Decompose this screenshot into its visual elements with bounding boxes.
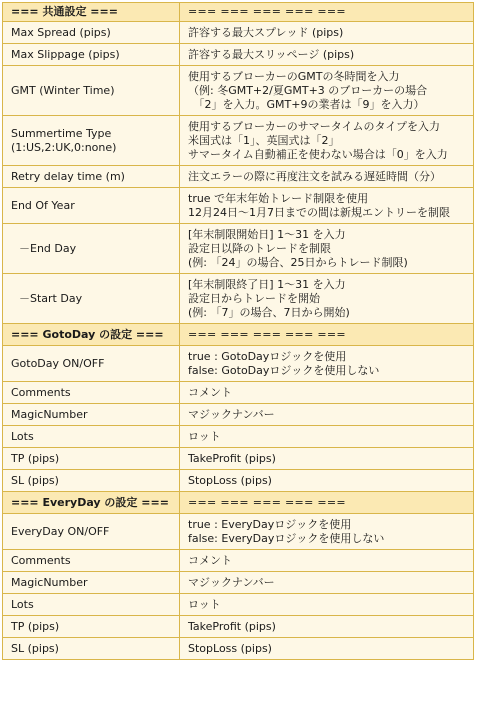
setting-description-line: 許容する最大スプレッド (pips) (188, 25, 344, 39)
setting-description (180, 346, 474, 382)
setting-description-line: ロット (188, 429, 221, 443)
setting-description (180, 382, 474, 404)
section-title: === GotoDay の設定 === (3, 324, 180, 346)
setting-description-line: 「2」を入力。GMT+9の業者は「9」を入力） (188, 97, 425, 111)
section-header-row (3, 324, 474, 346)
setting-row (3, 404, 474, 426)
setting-description-line: ロット (188, 597, 221, 611)
setting-description (180, 426, 474, 448)
setting-row (3, 166, 474, 188)
setting-description-line: 設定日からトレードを開始 (188, 291, 320, 305)
setting-description (180, 404, 474, 426)
setting-name: MagicNumber (3, 572, 180, 594)
setting-description (180, 594, 474, 616)
setting-description (180, 22, 474, 44)
setting-row (3, 514, 474, 550)
setting-name: Lots (3, 594, 180, 616)
setting-row (3, 346, 474, 382)
setting-row (3, 594, 474, 616)
setting-description (180, 116, 474, 166)
setting-description (180, 448, 474, 470)
settings-table (2, 2, 474, 660)
setting-description-line: (例: 「7」の場合、7日から開始) (188, 305, 350, 319)
setting-row (3, 66, 474, 116)
setting-description (180, 470, 474, 492)
section-separator: === === === === === (180, 324, 474, 346)
setting-name: TP (pips) (3, 616, 180, 638)
setting-description-line: (例: 「24」の場合、25日からトレード制限) (188, 255, 408, 269)
setting-description-line: false: EveryDayロジックを使用しない (188, 531, 385, 545)
setting-name-line: Summertime Type (11, 126, 112, 140)
setting-name: GMT (Winter Time) (3, 66, 180, 116)
setting-name: TP (pips) (3, 448, 180, 470)
setting-description (180, 274, 474, 324)
section-title: === 共通設定 === (3, 3, 180, 22)
setting-row (3, 638, 474, 660)
setting-description-line: サマータイム自動補正を使わない場合は「0」を入力 (188, 147, 448, 161)
setting-name: GotoDay ON/OFF (3, 346, 180, 382)
setting-description-line: 注文エラーの際に再度注文を試みる遅延時間（分） (188, 169, 441, 183)
setting-description (180, 550, 474, 572)
setting-row (3, 426, 474, 448)
setting-name: EveryDay ON/OFF (3, 514, 180, 550)
setting-description-line: false: GotoDayロジックを使用しない (188, 363, 380, 377)
setting-description-line: 使用するブローカーのサマータイムのタイプを入力 (188, 119, 441, 133)
setting-description-line: TakeProfit (pips) (188, 619, 276, 633)
setting-description (180, 514, 474, 550)
setting-description-line: 設定日以降のトレードを制限 (188, 241, 331, 255)
setting-row (3, 188, 474, 224)
setting-description (180, 44, 474, 66)
setting-row (3, 224, 474, 274)
setting-name: Max Spread (pips) (3, 22, 180, 44)
setting-description (180, 166, 474, 188)
setting-description-line: StopLoss (pips) (188, 473, 272, 487)
setting-name: MagicNumber (3, 404, 180, 426)
setting-description (180, 66, 474, 116)
setting-row (3, 470, 474, 492)
settings-table-body (3, 3, 474, 660)
setting-name-line: (1:US,2:UK,0:none) (11, 140, 117, 154)
setting-name: Retry delay time (m) (3, 166, 180, 188)
section-separator: === === === === === (180, 492, 474, 514)
setting-description-line: true で年末年始トレード制限を使用 (188, 191, 369, 205)
setting-description-line: コメント (188, 385, 232, 399)
setting-description (180, 616, 474, 638)
section-separator: === === === === === (180, 3, 474, 22)
setting-description (180, 572, 474, 594)
setting-description-line: TakeProfit (pips) (188, 451, 276, 465)
setting-row (3, 572, 474, 594)
setting-description-line: true : GotoDayロジックを使用 (188, 349, 347, 363)
setting-name: SL (pips) (3, 638, 180, 660)
setting-description-line: 使用するブローカーのGMTの冬時間を入力 (188, 69, 400, 83)
setting-description-line: [年末制限終了日] 1～31 を入力 (188, 277, 346, 291)
setting-row (3, 550, 474, 572)
section-header-row (3, 3, 474, 22)
setting-name: －End Day (3, 224, 180, 274)
setting-row (3, 616, 474, 638)
setting-row (3, 44, 474, 66)
setting-row (3, 274, 474, 324)
setting-description-line: 米国式は「1」、英国式は「2」 (188, 133, 340, 147)
setting-description-line: コメント (188, 553, 232, 567)
section-header-row (3, 492, 474, 514)
setting-description-line: マジックナンバー (188, 407, 275, 421)
setting-name: Lots (3, 426, 180, 448)
setting-name: Comments (3, 550, 180, 572)
setting-row (3, 448, 474, 470)
section-title: === EveryDay の設定 === (3, 492, 180, 514)
setting-description (180, 188, 474, 224)
setting-row (3, 22, 474, 44)
setting-name: End Of Year (3, 188, 180, 224)
setting-name (3, 116, 180, 166)
setting-row (3, 382, 474, 404)
setting-description-line: StopLoss (pips) (188, 641, 272, 655)
setting-name: Comments (3, 382, 180, 404)
setting-description-line: 12月24日～1月7日までの間は新規エントリーを制限 (188, 205, 450, 219)
setting-row (3, 116, 474, 166)
setting-description-line: （例: 冬GMT+2/夏GMT+3 のブローカーの場合 (188, 83, 428, 97)
setting-name: Max Slippage (pips) (3, 44, 180, 66)
setting-name: SL (pips) (3, 470, 180, 492)
setting-description-line: [年末制限開始日] 1～31 を入力 (188, 227, 346, 241)
setting-description (180, 224, 474, 274)
setting-description-line: true : EveryDayロジックを使用 (188, 517, 352, 531)
setting-description-line: マジックナンバー (188, 575, 275, 589)
setting-description (180, 638, 474, 660)
setting-name: －Start Day (3, 274, 180, 324)
setting-description-line: 許容する最大スリッページ (pips) (188, 47, 355, 61)
